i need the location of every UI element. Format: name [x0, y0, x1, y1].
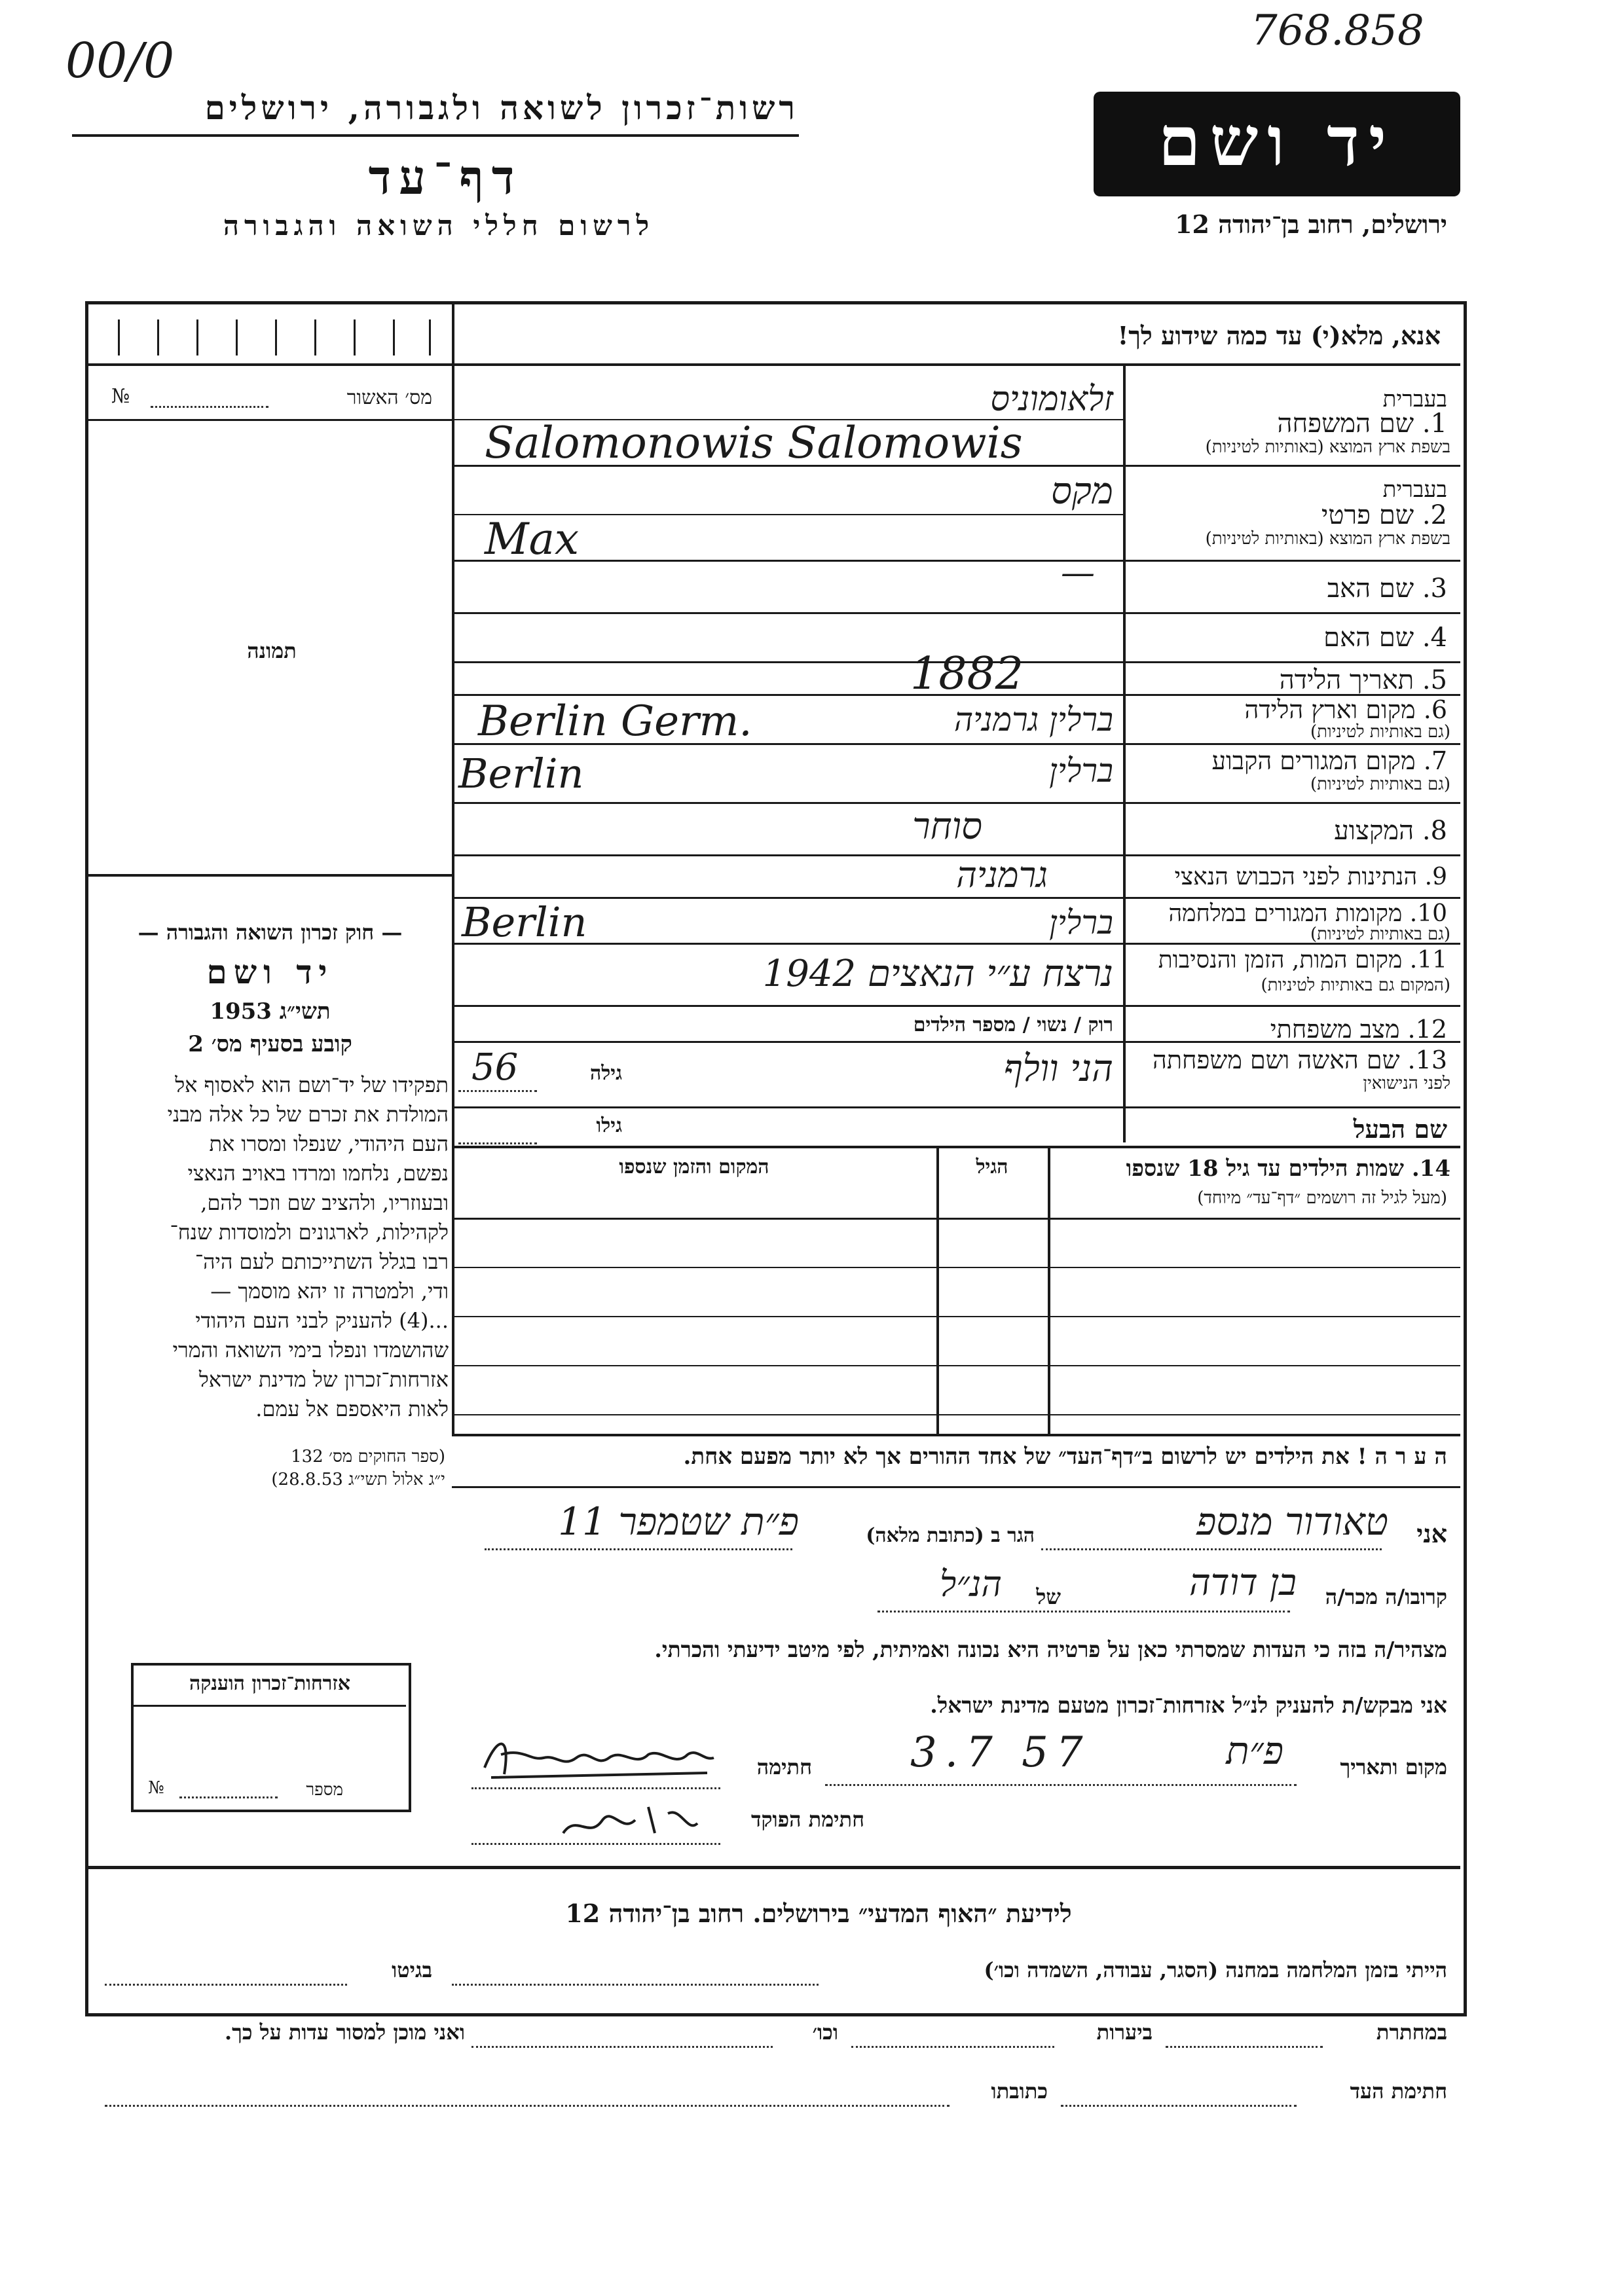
residence-hebrew-value[interactable]: ברלין: [1049, 752, 1113, 790]
field-label: 12. מצב משפחתי: [1270, 1015, 1447, 1044]
etc-field[interactable]: [471, 2039, 773, 2048]
cert-number-sign: №: [111, 385, 130, 408]
field-sublabel: (גם באותיות לטיניות): [1310, 722, 1450, 742]
place-date-line: [825, 1777, 1297, 1786]
date-value[interactable]: 3.7 57: [910, 1728, 1091, 1777]
citizenship-number-sign: №: [148, 1778, 164, 1798]
law-text: [95, 1070, 449, 1424]
marital-options[interactable]: רוק / נשוי / מספר הילדים: [913, 1013, 1113, 1036]
birth-date-value[interactable]: 1882: [910, 648, 1024, 700]
law-line: ובעוזריו, ולהציב שם וזכר להם,: [200, 1190, 449, 1215]
birth-place-hebrew-value[interactable]: ברלין גרמניה: [953, 701, 1113, 738]
law-line: לקהילות, לארגונים ולמוסדות שנח־: [170, 1220, 449, 1245]
annotation-top-right: 768.858: [1251, 7, 1424, 55]
citizenship-title: אזרחות־זכרון הוענקה: [189, 1672, 351, 1695]
etc-label: וכו׳: [812, 2020, 838, 2045]
ghetto-label: בגיטו: [392, 1958, 432, 1982]
yad-vashem-logo: [1094, 92, 1460, 196]
law-clause: קובע בסעיף מס׳ 2: [188, 1031, 352, 1057]
officer-signature-label: חתימת הפוקד: [751, 1807, 864, 1832]
underground-field[interactable]: [1166, 2039, 1323, 2048]
logo-text: יד ושם: [1158, 101, 1396, 181]
forests-field[interactable]: [851, 2039, 1054, 2048]
residence-latin-value[interactable]: Berlin: [458, 750, 584, 797]
form-subtitle: לרשום חללי השואה והגבורה: [223, 210, 655, 242]
place-date-label: מקום ותאריך: [1340, 1755, 1447, 1779]
declarant-ani-label: אני: [1416, 1519, 1447, 1548]
annotation-top-left: 00/0: [65, 33, 175, 89]
footer-title: לידיעת ״האוף המדעי״ בירושלים. רחוב בן־יהודה 12: [565, 1899, 1072, 1928]
field-label: 1. שם המשפחה: [1277, 409, 1447, 439]
law-line: ודי, ולמטרה זו יהא מוסמך —: [210, 1279, 449, 1303]
field-label: 8. המקצוע: [1334, 816, 1447, 846]
lang-hebrew-label: בעברית: [1382, 477, 1447, 503]
death-circumstances-value[interactable]: נרצח ע״י הנאצים 1942: [762, 953, 1113, 995]
law-line: לאות היאספם אל עמם.: [255, 1396, 449, 1421]
request-text: אני מבקש/ת להעניק לנ״ל אזרחות־זכרון מטעם מדינת ישראל.: [930, 1692, 1447, 1718]
law-line: העם היהודי, שנפלו ומסרו את: [209, 1131, 449, 1156]
children-age-header: הגיל: [976, 1156, 1008, 1178]
surname-hebrew-value[interactable]: זלאומוניס: [990, 380, 1113, 419]
law-line: שהושמדו ונפלו בימי השואה והמרי: [172, 1338, 449, 1362]
witness-address-field[interactable]: [105, 2098, 950, 2107]
first-name-latin-value[interactable]: Max: [485, 514, 580, 564]
field-label: 3. שם האב: [1327, 574, 1447, 604]
place-value[interactable]: פ״ת: [1226, 1728, 1283, 1773]
ghetto-field[interactable]: [105, 1977, 347, 1986]
surname-latin-value[interactable]: Salomonowis Salomowis: [485, 418, 1023, 468]
ready-text: ואני מוכן למסור עדות על כך.: [224, 2020, 465, 2045]
declarant-residing-label: הגר ב (כתובת מלאה): [866, 1524, 1035, 1547]
first-name-hebrew-value[interactable]: מקס: [1050, 470, 1113, 513]
field-label: 10. מקומות המגורים במלחמה: [1168, 900, 1447, 927]
law-source: (ספר החוקים מס׳ 132: [291, 1447, 445, 1467]
law-name: יד ושם: [206, 953, 334, 991]
underground-label: במחתרת: [1376, 2020, 1447, 2045]
law-line: המולדת את זכרם של כל אלה מבני: [167, 1102, 449, 1127]
husband-label: שם הבעל: [1353, 1114, 1447, 1144]
citizenship-box: [131, 1663, 411, 1812]
wife-age-label: גילה: [589, 1062, 622, 1085]
war-residence-hebrew-value[interactable]: ברלין: [1049, 903, 1113, 941]
children-place-header: המקום והזמן שנספו: [619, 1156, 769, 1178]
field-sublabel: בשפת ארץ המוצא (באותיות לטיניות): [1205, 437, 1450, 457]
law-source-date: י״ג אלול תשי״ג 28.8.53): [271, 1470, 445, 1489]
law-line: אזרחות־זכרון של מדינת ישראל: [198, 1367, 449, 1392]
witness-signature-label: חתימת העד: [1350, 2079, 1447, 2104]
declaration-text: מצהיר/ה בזה כי העדות שמסרתי כאן על פרטיה היא נכונה ואמיתית, לפי מיטב ידיעתי והכרתי.: [654, 1637, 1447, 1662]
declarant-address-value[interactable]: פ״ת שטמפר 11: [558, 1499, 799, 1544]
wife-name-value[interactable]: הני וולף: [1003, 1048, 1113, 1090]
declarant-address-line: [485, 1542, 792, 1550]
citizenship-number-label: מספר: [306, 1780, 343, 1800]
law-line: רבו בגלל השתייכותם לעם היה־: [194, 1249, 449, 1274]
footer-camp-label: הייתי בזמן המלחמה במחנה (הסגר, עבודה, השמדה וכו׳): [984, 1958, 1447, 1982]
war-residence-latin-value[interactable]: Berlin: [462, 898, 587, 946]
declarant-name-value[interactable]: טאודור מנספ: [1196, 1499, 1388, 1544]
children-sublabel: (מעל לגיל זה רושמים ״דף־עד״ מיוחד): [1197, 1188, 1447, 1208]
relative-label: קרובו/ה מכר/ה: [1325, 1584, 1447, 1609]
field-label: 4. שם האם: [1323, 623, 1447, 653]
photo-label: תמונה: [247, 638, 297, 663]
children-label: 14. שמות הילדים עד גיל 18 שנספו: [1126, 1156, 1450, 1182]
field-label: 11. מקום המות, הזמן והנסיבות: [1158, 947, 1447, 974]
declarant-signature: [471, 1722, 720, 1787]
code-boxes: [98, 313, 439, 359]
of-label: של: [1036, 1584, 1061, 1609]
witness-address-label: כתובתו: [991, 2079, 1048, 2104]
field-label: 9. הנתינות לפני הכבוש הנאצי: [1174, 864, 1447, 890]
header-address: ירושלים, רחוב בן־יהודה 12: [1175, 210, 1447, 239]
children-note: ה ע ר ה ! את הילדים יש לרשום ב״דף־העד״ של אחד ההורים אך לא יותר מפעם אחת.: [683, 1444, 1447, 1470]
father-name-value[interactable]: —: [1061, 553, 1095, 592]
nationality-value[interactable]: גרמניה: [956, 854, 1048, 896]
law-title: — חוק זכרון השואה והגבורה —: [138, 920, 403, 945]
of-value[interactable]: הנ״ל: [940, 1563, 1002, 1605]
authority-name: רשות־זכרון לשואה ולגבורה, ירושלים: [204, 88, 799, 127]
fill-instruction: אנא, מלא(י) עד כמה שידוע לך!: [1117, 321, 1441, 350]
law-line: נפשם, נלחמו ומרדו באויב הנאצי: [187, 1161, 449, 1186]
husband-age-field[interactable]: [458, 1136, 537, 1144]
camp-field[interactable]: [452, 1977, 819, 1986]
officer-signature-line: [471, 1836, 720, 1845]
witness-signature-field[interactable]: [1061, 2098, 1297, 2107]
signature-line: [471, 1781, 720, 1789]
lang-hebrew-label: בעברית: [1382, 386, 1447, 412]
wife-age-value[interactable]: 56: [471, 1046, 519, 1089]
field-label: 13. שם האשה ושם משפחתה: [1153, 1046, 1447, 1074]
relation-value[interactable]: בן דודה: [1189, 1561, 1297, 1604]
field-label: 2. שם פרטי: [1321, 500, 1447, 530]
signature-label: חתימה: [756, 1755, 812, 1779]
occupation-value[interactable]: סוחר: [912, 805, 982, 848]
law-year: תשי״ג 1953: [210, 998, 331, 1025]
forests-label: ביערות: [1096, 2020, 1153, 2045]
birth-place-latin-value[interactable]: Berlin Germ.: [478, 697, 752, 746]
form-title: דף־עד: [368, 149, 523, 205]
field-label: 5. תאריך הלידה: [1279, 665, 1447, 695]
field-sublabel: לפני הנישואין: [1363, 1074, 1450, 1093]
cert-number-field[interactable]: [151, 393, 268, 408]
citizenship-number-field[interactable]: [179, 1790, 278, 1798]
cert-number-label: מס׳ האשור: [346, 386, 432, 409]
field-sublabel: בשפת ארץ המוצא (באותיות לטיניות): [1205, 529, 1450, 549]
field-sublabel: (גם באותיות לטיניות): [1310, 924, 1450, 944]
husband-age-label: גילו: [596, 1114, 622, 1137]
law-line: ...(4) להעניק לבני העם היהודי: [195, 1308, 449, 1333]
field-label: 7. מקום המגורים הקבוע: [1211, 746, 1447, 775]
relation-line: [877, 1604, 1290, 1613]
field-label: 6. מקום וארץ הלידה: [1244, 695, 1447, 724]
field-sublabel: (גם באותיות לטיניות): [1310, 774, 1450, 794]
field-sublabel: (המקום גם באותיות לטיניות): [1261, 975, 1450, 995]
declarant-name-line: [1041, 1542, 1382, 1550]
law-line: תפקידו של יד־ושם הוא לאסוף אל: [175, 1072, 449, 1097]
wife-age-line: [458, 1084, 537, 1092]
